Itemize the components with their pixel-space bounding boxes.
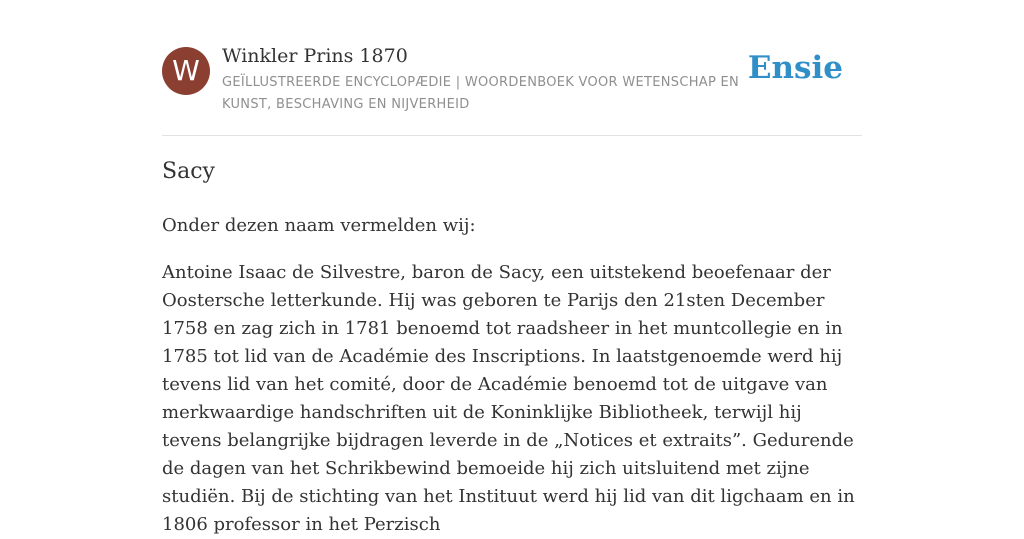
main-content: [162, 0, 862, 535]
source-subtitle: GEÏLLUSTREERDE ENCYCLOPÆDIE | WOORDENBOEK VOOR WETENSCHAP EN KUNST, BESCHAVING EN NIJVERHEID: [222, 75, 740, 112]
site-header: [162, 0, 862, 136]
entry-title: Sacy: [162, 159, 215, 184]
source-avatar[interactable]: W: [162, 47, 210, 95]
ensie-logo[interactable]: Ensie: [747, 50, 843, 86]
entry-paragraph-body: Antoine Isaac de Silvestre, baron de Sacy, een uitstekend beoefenaar der Oostersche letterkunde. Hij was geboren te Parijs den 21sten December 1758 en zag zich in 1781 benoemd tot raadsheer in het muntcollegie en in 1785 tot lid van de Académie des Inscriptions. In laatstgenoemde werd hij tevens lid van het comité, door de Académie benoemd tot de uitgave van merkwaardige handschriften uit de Koninklijke Bibliotheek, terwijl hij tevens belangrijke bijdragen leverde in de „Notices et extraits”. Gedurende de dagen van het Schrikbewind bemoeide hij zich uitsluitend met zijne studiën. Bij de stichting van het Instituut werd hij lid van dit ligchaam en in 1806 professor in het Perzisch: [162, 262, 855, 535]
source-title[interactable]: Winkler Prins 1870: [222, 45, 408, 67]
entry-paragraph-intro: Onder dezen naam vermelden wij:: [162, 215, 476, 236]
